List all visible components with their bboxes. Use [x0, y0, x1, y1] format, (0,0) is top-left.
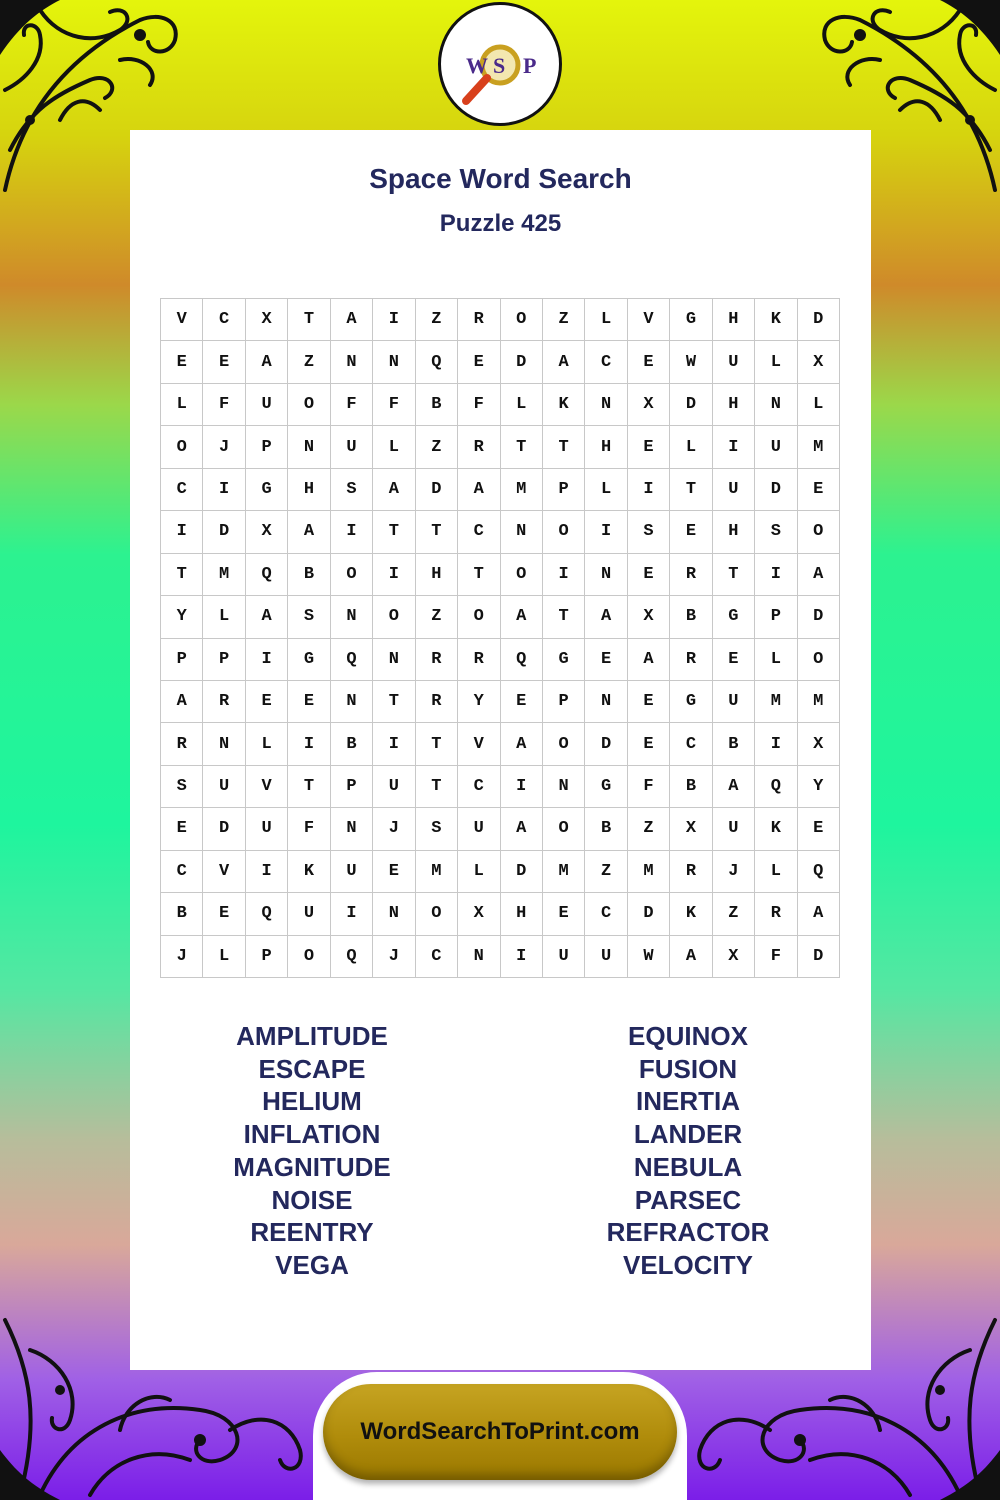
- letter-grid: [160, 298, 840, 978]
- grid-cell: B: [416, 384, 458, 426]
- grid-cell: F: [755, 936, 797, 978]
- grid-cell: J: [161, 936, 203, 978]
- grid-cell: V: [628, 299, 670, 341]
- grid-cell: X: [628, 384, 670, 426]
- grid-cell: D: [798, 596, 840, 638]
- grid-cell: F: [331, 384, 373, 426]
- grid-cell: I: [501, 936, 543, 978]
- grid-cell: T: [288, 299, 330, 341]
- grid-cell: R: [161, 723, 203, 765]
- grid-cell: L: [755, 851, 797, 893]
- grid-cell: I: [755, 554, 797, 596]
- grid-cell: C: [416, 936, 458, 978]
- grid-cell: D: [798, 936, 840, 978]
- grid-cell: I: [755, 723, 797, 765]
- grid-cell: E: [203, 341, 245, 383]
- word-list-item: NEBULA: [633, 1151, 743, 1182]
- grid-cell: R: [458, 299, 500, 341]
- grid-cell: T: [670, 469, 712, 511]
- grid-cell: J: [713, 851, 755, 893]
- grid-cell: D: [501, 341, 543, 383]
- grid-cell: U: [713, 681, 755, 723]
- grid-cell: A: [628, 639, 670, 681]
- grid-cell: L: [373, 426, 415, 468]
- grid-cell: P: [246, 426, 288, 468]
- grid-cell: I: [501, 766, 543, 808]
- grid-cell: X: [458, 893, 500, 935]
- grid-cell: B: [288, 554, 330, 596]
- grid-cell: O: [373, 596, 415, 638]
- grid-cell: K: [288, 851, 330, 893]
- grid-cell: B: [331, 723, 373, 765]
- logo-letter-s: S: [493, 53, 506, 78]
- grid-cell: Z: [288, 341, 330, 383]
- grid-cell: X: [246, 299, 288, 341]
- grid-cell: T: [288, 766, 330, 808]
- grid-cell: E: [628, 426, 670, 468]
- grid-cell: I: [331, 511, 373, 553]
- grid-cell: J: [373, 808, 415, 850]
- grid-cell: M: [798, 681, 840, 723]
- grid-cell: C: [458, 766, 500, 808]
- grid-cell: V: [246, 766, 288, 808]
- grid-cell: E: [161, 808, 203, 850]
- grid-cell: X: [798, 341, 840, 383]
- magnifier-handle-icon: [466, 78, 487, 101]
- grid-cell: N: [585, 384, 627, 426]
- grid-cell: W: [670, 341, 712, 383]
- grid-cell: O: [543, 808, 585, 850]
- grid-cell: V: [203, 851, 245, 893]
- grid-cell: S: [288, 596, 330, 638]
- grid-cell: A: [331, 299, 373, 341]
- grid-cell: S: [416, 808, 458, 850]
- grid-cell: E: [246, 681, 288, 723]
- grid-cell: D: [203, 511, 245, 553]
- grid-cell: F: [288, 808, 330, 850]
- grid-cell: M: [755, 681, 797, 723]
- grid-cell: M: [543, 851, 585, 893]
- grid-cell: U: [458, 808, 500, 850]
- grid-cell: E: [161, 341, 203, 383]
- grid-cell: E: [501, 681, 543, 723]
- grid-cell: T: [373, 681, 415, 723]
- grid-cell: A: [246, 341, 288, 383]
- grid-cell: K: [755, 808, 797, 850]
- grid-cell: V: [458, 723, 500, 765]
- grid-cell: C: [670, 723, 712, 765]
- grid-cell: D: [628, 893, 670, 935]
- grid-cell: E: [628, 723, 670, 765]
- grid-cell: H: [501, 893, 543, 935]
- grid-cell: O: [798, 511, 840, 553]
- grid-cell: P: [331, 766, 373, 808]
- word-list-item: VELOCITY: [622, 1249, 753, 1280]
- grid-cell: N: [288, 426, 330, 468]
- grid-cell: L: [501, 384, 543, 426]
- word-list-item: LANDER: [633, 1119, 743, 1150]
- grid-cell: E: [288, 681, 330, 723]
- grid-cell: N: [755, 384, 797, 426]
- grid-cell: U: [585, 936, 627, 978]
- grid-cell: A: [501, 808, 543, 850]
- word-list-item: INFLATION: [243, 1119, 381, 1150]
- grid-cell: U: [331, 426, 373, 468]
- grid-cell: E: [628, 341, 670, 383]
- grid-cell: Q: [246, 893, 288, 935]
- grid-cell: I: [543, 554, 585, 596]
- grid-cell: R: [670, 851, 712, 893]
- grid-cell: N: [543, 766, 585, 808]
- grid-cell: I: [246, 851, 288, 893]
- grid-cell: L: [755, 341, 797, 383]
- grid-cell: A: [458, 469, 500, 511]
- grid-cell: U: [713, 808, 755, 850]
- grid-cell: T: [713, 554, 755, 596]
- wsp-logo: [438, 2, 562, 126]
- grid-cell: I: [585, 511, 627, 553]
- grid-cell: T: [543, 596, 585, 638]
- grid-cell: L: [246, 723, 288, 765]
- grid-cell: R: [458, 639, 500, 681]
- grid-cell: M: [628, 851, 670, 893]
- grid-cell: O: [331, 554, 373, 596]
- word-list-item: ESCAPE: [258, 1053, 366, 1084]
- grid-cell: D: [203, 808, 245, 850]
- grid-cell: G: [713, 596, 755, 638]
- grid-cell: X: [246, 511, 288, 553]
- grid-cell: F: [203, 384, 245, 426]
- grid-cell: O: [543, 511, 585, 553]
- grid-cell: O: [458, 596, 500, 638]
- logo-letter-w: W: [466, 53, 488, 78]
- grid-cell: G: [543, 639, 585, 681]
- grid-cell: D: [755, 469, 797, 511]
- grid-cell: L: [798, 384, 840, 426]
- grid-cell: W: [628, 936, 670, 978]
- word-list-item: INERTIA: [636, 1086, 740, 1117]
- grid-cell: I: [246, 639, 288, 681]
- grid-cell: C: [161, 469, 203, 511]
- grid-cell: N: [501, 511, 543, 553]
- grid-cell: N: [585, 554, 627, 596]
- grid-cell: M: [501, 469, 543, 511]
- grid-cell: A: [161, 681, 203, 723]
- grid-cell: Z: [416, 426, 458, 468]
- grid-cell: S: [331, 469, 373, 511]
- logo-letter-p: P: [523, 53, 537, 78]
- grid-cell: O: [501, 299, 543, 341]
- grid-cell: E: [798, 808, 840, 850]
- grid-cell: R: [755, 893, 797, 935]
- grid-cell: J: [203, 426, 245, 468]
- grid-cell: T: [416, 511, 458, 553]
- grid-cell: F: [628, 766, 670, 808]
- grid-cell: S: [628, 511, 670, 553]
- grid-cell: Q: [755, 766, 797, 808]
- grid-cell: I: [373, 299, 415, 341]
- grid-cell: G: [246, 469, 288, 511]
- grid-cell: T: [161, 554, 203, 596]
- word-list-item: MAGNITUDE: [233, 1151, 391, 1182]
- grid-cell: L: [670, 426, 712, 468]
- grid-cell: O: [798, 639, 840, 681]
- word-list-item: REENTRY: [250, 1217, 374, 1248]
- grid-cell: T: [458, 554, 500, 596]
- grid-cell: L: [161, 384, 203, 426]
- grid-cell: C: [203, 299, 245, 341]
- page-title: Space Word Search: [369, 163, 632, 194]
- grid-cell: E: [373, 851, 415, 893]
- grid-cell: N: [203, 723, 245, 765]
- grid-cell: L: [203, 596, 245, 638]
- grid-cell: B: [670, 596, 712, 638]
- grid-cell: I: [161, 511, 203, 553]
- grid-cell: A: [543, 341, 585, 383]
- grid-cell: F: [373, 384, 415, 426]
- website-label: WordSearchToPrint.com: [360, 1418, 640, 1445]
- grid-cell: V: [161, 299, 203, 341]
- grid-cell: E: [798, 469, 840, 511]
- grid-cell: Z: [416, 596, 458, 638]
- grid-cell: T: [501, 426, 543, 468]
- grid-cell: E: [713, 639, 755, 681]
- grid-cell: N: [458, 936, 500, 978]
- grid-cell: K: [755, 299, 797, 341]
- word-list-item: HELIUM: [262, 1086, 362, 1117]
- grid-cell: N: [373, 893, 415, 935]
- grid-cell: H: [713, 384, 755, 426]
- grid-cell: G: [670, 681, 712, 723]
- grid-cell: P: [246, 936, 288, 978]
- grid-cell: C: [161, 851, 203, 893]
- word-list-item: PARSEC: [634, 1184, 742, 1215]
- grid-cell: Z: [713, 893, 755, 935]
- grid-cell: U: [373, 766, 415, 808]
- grid-cell: U: [713, 341, 755, 383]
- grid-cell: N: [585, 681, 627, 723]
- grid-cell: C: [585, 893, 627, 935]
- grid-cell: Z: [416, 299, 458, 341]
- grid-cell: I: [331, 893, 373, 935]
- grid-cell: E: [543, 893, 585, 935]
- grid-cell: P: [755, 596, 797, 638]
- grid-cell: B: [585, 808, 627, 850]
- grid-cell: N: [373, 341, 415, 383]
- grid-cell: O: [288, 936, 330, 978]
- grid-cell: I: [373, 554, 415, 596]
- word-list-item: AMPLITUDE: [236, 1021, 388, 1051]
- grid-cell: N: [373, 639, 415, 681]
- grid-cell: X: [628, 596, 670, 638]
- grid-cell: S: [161, 766, 203, 808]
- grid-cell: B: [670, 766, 712, 808]
- grid-cell: U: [288, 893, 330, 935]
- word-list-item: VEGA: [275, 1249, 349, 1280]
- grid-cell: U: [203, 766, 245, 808]
- grid-cell: R: [416, 639, 458, 681]
- grid-cell: H: [416, 554, 458, 596]
- grid-cell: J: [373, 936, 415, 978]
- word-list-item: NOISE: [271, 1184, 353, 1215]
- grid-cell: R: [458, 426, 500, 468]
- grid-cell: Q: [246, 554, 288, 596]
- grid-cell: H: [713, 299, 755, 341]
- grid-cell: P: [543, 469, 585, 511]
- grid-cell: A: [798, 554, 840, 596]
- grid-cell: E: [203, 893, 245, 935]
- grid-cell: D: [416, 469, 458, 511]
- word-list-item: FUSION: [638, 1053, 738, 1084]
- grid-cell: K: [543, 384, 585, 426]
- grid-cell: F: [458, 384, 500, 426]
- grid-cell: L: [585, 469, 627, 511]
- grid-cell: A: [501, 596, 543, 638]
- grid-cell: H: [288, 469, 330, 511]
- grid-cell: O: [416, 893, 458, 935]
- grid-cell: R: [670, 554, 712, 596]
- grid-cell: C: [458, 511, 500, 553]
- grid-cell: D: [670, 384, 712, 426]
- grid-cell: E: [628, 554, 670, 596]
- grid-cell: H: [713, 511, 755, 553]
- word-list-right: [538, 1020, 838, 1282]
- grid-cell: Y: [458, 681, 500, 723]
- grid-cell: M: [203, 554, 245, 596]
- grid-cell: O: [501, 554, 543, 596]
- word-list-left: [162, 1020, 462, 1282]
- grid-cell: O: [161, 426, 203, 468]
- grid-cell: X: [670, 808, 712, 850]
- grid-cell: P: [543, 681, 585, 723]
- grid-cell: A: [501, 723, 543, 765]
- grid-cell: R: [203, 681, 245, 723]
- website-button[interactable]: [323, 1384, 677, 1480]
- grid-cell: L: [585, 299, 627, 341]
- grid-cell: U: [246, 808, 288, 850]
- grid-cell: G: [585, 766, 627, 808]
- grid-cell: I: [203, 469, 245, 511]
- grid-cell: Z: [543, 299, 585, 341]
- grid-cell: A: [373, 469, 415, 511]
- grid-cell: N: [331, 808, 373, 850]
- grid-cell: M: [798, 426, 840, 468]
- grid-cell: A: [288, 511, 330, 553]
- grid-cell: Q: [331, 639, 373, 681]
- grid-cell: Z: [628, 808, 670, 850]
- grid-cell: O: [288, 384, 330, 426]
- grid-cell: E: [585, 639, 627, 681]
- grid-cell: T: [416, 723, 458, 765]
- grid-cell: N: [331, 596, 373, 638]
- grid-cell: N: [331, 681, 373, 723]
- grid-cell: B: [161, 893, 203, 935]
- grid-cell: D: [501, 851, 543, 893]
- grid-cell: U: [713, 469, 755, 511]
- grid-cell: R: [670, 639, 712, 681]
- grid-cell: T: [543, 426, 585, 468]
- grid-cell: E: [670, 511, 712, 553]
- grid-cell: E: [458, 341, 500, 383]
- puzzle-number: Puzzle 425: [439, 210, 562, 237]
- grid-cell: K: [670, 893, 712, 935]
- grid-cell: N: [331, 341, 373, 383]
- grid-cell: Y: [798, 766, 840, 808]
- grid-cell: A: [585, 596, 627, 638]
- grid-cell: Z: [585, 851, 627, 893]
- grid-cell: L: [458, 851, 500, 893]
- grid-cell: Q: [501, 639, 543, 681]
- grid-cell: Q: [798, 851, 840, 893]
- grid-cell: L: [203, 936, 245, 978]
- grid-cell: P: [161, 639, 203, 681]
- grid-cell: P: [203, 639, 245, 681]
- grid-cell: S: [755, 511, 797, 553]
- grid-cell: Q: [331, 936, 373, 978]
- grid-cell: A: [246, 596, 288, 638]
- grid-cell: G: [670, 299, 712, 341]
- grid-cell: T: [416, 766, 458, 808]
- grid-cell: A: [798, 893, 840, 935]
- grid-cell: U: [331, 851, 373, 893]
- grid-cell: I: [713, 426, 755, 468]
- grid-cell: U: [246, 384, 288, 426]
- grid-cell: E: [628, 681, 670, 723]
- grid-cell: X: [798, 723, 840, 765]
- grid-cell: U: [543, 936, 585, 978]
- word-list-item: EQUINOX: [628, 1021, 748, 1051]
- grid-cell: Q: [416, 341, 458, 383]
- grid-cell: B: [713, 723, 755, 765]
- grid-cell: A: [670, 936, 712, 978]
- grid-cell: C: [585, 341, 627, 383]
- grid-cell: Y: [161, 596, 203, 638]
- word-list-item: REFRACTOR: [606, 1217, 770, 1248]
- grid-cell: I: [373, 723, 415, 765]
- grid-cell: X: [713, 936, 755, 978]
- grid-cell: G: [288, 639, 330, 681]
- grid-cell: H: [585, 426, 627, 468]
- grid-cell: A: [713, 766, 755, 808]
- grid-cell: I: [628, 469, 670, 511]
- grid-cell: T: [373, 511, 415, 553]
- grid-cell: U: [755, 426, 797, 468]
- grid-cell: D: [585, 723, 627, 765]
- grid-cell: L: [755, 639, 797, 681]
- grid-cell: O: [543, 723, 585, 765]
- grid-cell: I: [288, 723, 330, 765]
- grid-cell: D: [798, 299, 840, 341]
- grid-cell: R: [416, 681, 458, 723]
- grid-cell: M: [416, 851, 458, 893]
